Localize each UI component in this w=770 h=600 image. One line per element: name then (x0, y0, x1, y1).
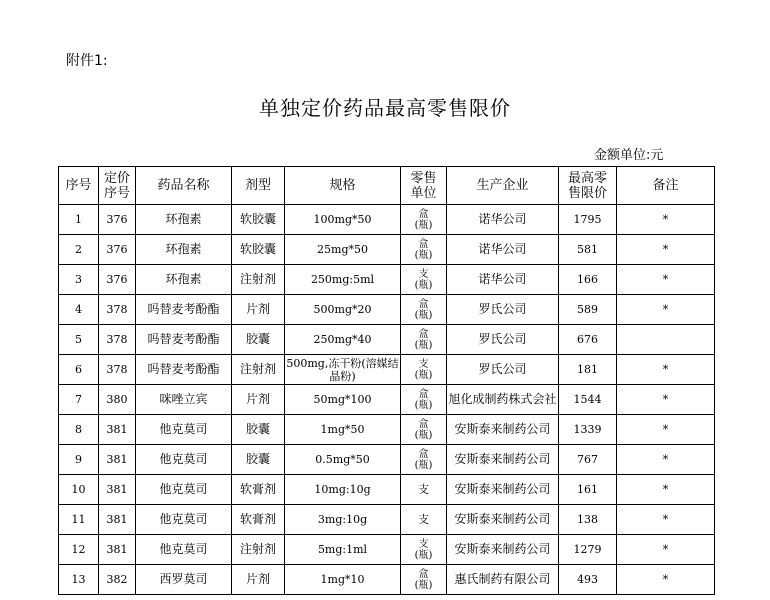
col-max-price-cell: 138 (559, 505, 617, 535)
col-dosage-form-cell: 软膏剂 (232, 505, 285, 535)
col-spec-cell: 50mg*100 (285, 385, 401, 415)
col-remark-cell: * (617, 505, 715, 535)
col-price-seq-cell: 378 (99, 295, 136, 325)
col-price-seq-cell: 382 (99, 565, 136, 595)
col-remark-cell: * (617, 565, 715, 595)
price-table (58, 166, 715, 595)
col-spec-cell: 1mg*50 (285, 415, 401, 445)
table-row (59, 445, 715, 475)
col-drug-name-cell: 他克莫司 (136, 505, 232, 535)
col-max-price-cell: 1339 (559, 415, 617, 445)
table-row (59, 535, 715, 565)
col-seq-cell: 12 (59, 535, 99, 565)
currency-unit-note: 金额单位:元 (594, 148, 664, 163)
col-manufacturer-cell: 诺华公司 (447, 235, 559, 265)
col-spec-cell: 250mg:5ml (285, 265, 401, 295)
col-retail-unit-cell: 支 (401, 475, 447, 505)
col-drug-name-cell: 西罗莫司 (136, 565, 232, 595)
col-remark-cell: * (617, 475, 715, 505)
table-row (59, 505, 715, 535)
col-manufacturer-cell: 罗氏公司 (447, 325, 559, 355)
col-max-price-cell: 1795 (559, 205, 617, 235)
col-seq-cell: 5 (59, 325, 99, 355)
col-drug-name-cell: 吗替麦考酚酯 (136, 355, 232, 385)
col-retail-unit-cell: 支 (401, 505, 447, 535)
col-price-seq-cell: 376 (99, 235, 136, 265)
col-manufacturer-cell: 安斯泰来制药公司 (447, 415, 559, 445)
col-remark-cell: * (617, 235, 715, 265)
col-spec-cell: 100mg*50 (285, 205, 401, 235)
col-dosage-form-cell: 软膏剂 (232, 475, 285, 505)
col-dosage-form-cell: 软胶囊 (232, 205, 285, 235)
col-max-price-cell: 589 (559, 295, 617, 325)
table-header-row (59, 167, 715, 205)
col-seq-cell: 8 (59, 415, 99, 445)
col-seq-cell: 4 (59, 295, 99, 325)
col-retail-unit-cell: 盒 (瓶) (401, 565, 447, 595)
col-seq-header: 序号 (59, 167, 99, 205)
col-retail-unit-cell: 盒 (瓶) (401, 325, 447, 355)
col-dosage-form-cell: 胶囊 (232, 415, 285, 445)
col-spec-cell: 500mg*20 (285, 295, 401, 325)
col-remark-cell: * (617, 265, 715, 295)
col-dosage-form-cell: 片剂 (232, 385, 285, 415)
table-row (59, 235, 715, 265)
col-price-seq-cell: 378 (99, 325, 136, 355)
col-drug-name-cell: 他克莫司 (136, 475, 232, 505)
col-max-price-header: 最高零 售限价 (559, 167, 617, 205)
attachment-label: 附件1: (66, 53, 108, 69)
col-price-seq-cell: 378 (99, 355, 136, 385)
col-price-seq-cell: 376 (99, 265, 136, 295)
col-seq-cell: 7 (59, 385, 99, 415)
table-row (59, 565, 715, 595)
col-price-seq-cell: 381 (99, 505, 136, 535)
col-dosage-form-cell: 注射剂 (232, 355, 285, 385)
col-manufacturer-header: 生产企业 (447, 167, 559, 205)
col-seq-cell: 13 (59, 565, 99, 595)
col-manufacturer-cell: 惠氏制药有限公司 (447, 565, 559, 595)
col-seq-cell: 6 (59, 355, 99, 385)
col-spec-cell: 10mg:10g (285, 475, 401, 505)
col-retail-unit-cell: 支 (瓶) (401, 265, 447, 295)
col-max-price-cell: 493 (559, 565, 617, 595)
col-retail-unit-cell: 盒 (瓶) (401, 295, 447, 325)
col-remark-header: 备注 (617, 167, 715, 205)
col-max-price-cell: 166 (559, 265, 617, 295)
col-max-price-cell: 161 (559, 475, 617, 505)
table-body (59, 205, 715, 595)
col-price-seq-cell: 376 (99, 205, 136, 235)
col-max-price-cell: 676 (559, 325, 617, 355)
col-drug-name-cell: 环孢素 (136, 265, 232, 295)
col-seq-cell: 2 (59, 235, 99, 265)
col-drug-name-cell: 吗替麦考酚酯 (136, 325, 232, 355)
table-row (59, 355, 715, 385)
col-retail-unit-header: 零售 单位 (401, 167, 447, 205)
col-drug-name-header: 药品名称 (136, 167, 232, 205)
col-dosage-form-cell: 软胶囊 (232, 235, 285, 265)
table-row (59, 205, 715, 235)
col-seq-cell: 11 (59, 505, 99, 535)
col-dosage-form-cell: 片剂 (232, 295, 285, 325)
table-row (59, 385, 715, 415)
col-remark-cell: * (617, 295, 715, 325)
col-seq-cell: 3 (59, 265, 99, 295)
col-dosage-form-cell: 胶囊 (232, 325, 285, 355)
col-max-price-cell: 181 (559, 355, 617, 385)
col-remark-cell (617, 325, 715, 355)
col-manufacturer-cell: 安斯泰来制药公司 (447, 535, 559, 565)
col-manufacturer-cell: 罗氏公司 (447, 355, 559, 385)
col-manufacturer-cell: 安斯泰来制药公司 (447, 505, 559, 535)
col-dosage-form-cell: 注射剂 (232, 535, 285, 565)
col-dosage-form-cell: 胶囊 (232, 445, 285, 475)
table-row (59, 475, 715, 505)
col-price-seq-header: 定价 序号 (99, 167, 136, 205)
col-seq-cell: 9 (59, 445, 99, 475)
col-retail-unit-cell: 盒 (瓶) (401, 235, 447, 265)
col-drug-name-cell: 环孢素 (136, 205, 232, 235)
col-retail-unit-cell: 盒 (瓶) (401, 205, 447, 235)
col-drug-name-cell: 他克莫司 (136, 535, 232, 565)
col-dosage-form-header: 剂型 (232, 167, 285, 205)
col-spec-cell: 25mg*50 (285, 235, 401, 265)
document-title: 单独定价药品最高零售限价 (259, 96, 511, 120)
col-spec-header: 规格 (285, 167, 401, 205)
col-price-seq-cell: 381 (99, 535, 136, 565)
col-manufacturer-cell: 旭化成制药株式会社 (447, 385, 559, 415)
col-drug-name-cell: 咪唑立宾 (136, 385, 232, 415)
col-manufacturer-cell: 诺华公司 (447, 265, 559, 295)
col-seq-cell: 10 (59, 475, 99, 505)
col-remark-cell: * (617, 205, 715, 235)
col-price-seq-cell: 381 (99, 475, 136, 505)
col-remark-cell: * (617, 385, 715, 415)
col-max-price-cell: 1279 (559, 535, 617, 565)
col-drug-name-cell: 环孢素 (136, 235, 232, 265)
col-spec-cell: 250mg*40 (285, 325, 401, 355)
col-spec-cell: 0.5mg*50 (285, 445, 401, 475)
col-drug-name-cell: 吗替麦考酚酯 (136, 295, 232, 325)
col-retail-unit-cell: 盒 (瓶) (401, 415, 447, 445)
col-dosage-form-cell: 片剂 (232, 565, 285, 595)
col-remark-cell: * (617, 355, 715, 385)
col-drug-name-cell: 他克莫司 (136, 415, 232, 445)
table-row (59, 325, 715, 355)
col-retail-unit-cell: 盒 (瓶) (401, 445, 447, 475)
col-remark-cell: * (617, 445, 715, 475)
col-manufacturer-cell: 安斯泰来制药公司 (447, 475, 559, 505)
col-retail-unit-cell: 支 (瓶) (401, 355, 447, 385)
col-seq-cell: 1 (59, 205, 99, 235)
col-spec-cell: 1mg*10 (285, 565, 401, 595)
col-drug-name-cell: 他克莫司 (136, 445, 232, 475)
col-manufacturer-cell: 安斯泰来制药公司 (447, 445, 559, 475)
col-spec-cell: 5mg:1ml (285, 535, 401, 565)
col-retail-unit-cell: 支 (瓶) (401, 535, 447, 565)
col-price-seq-cell: 381 (99, 445, 136, 475)
col-dosage-form-cell: 注射剂 (232, 265, 285, 295)
col-remark-cell: * (617, 535, 715, 565)
table-row (59, 265, 715, 295)
table-row (59, 295, 715, 325)
col-price-seq-cell: 381 (99, 415, 136, 445)
col-price-seq-cell: 380 (99, 385, 136, 415)
col-max-price-cell: 767 (559, 445, 617, 475)
col-retail-unit-cell: 盒 (瓶) (401, 385, 447, 415)
col-remark-cell: * (617, 415, 715, 445)
table-row (59, 415, 715, 445)
col-spec-cell: 500mg,冻干粉(溶媒结晶粉) (286, 356, 399, 383)
col-max-price-cell: 1544 (559, 385, 617, 415)
col-manufacturer-cell: 诺华公司 (447, 205, 559, 235)
col-manufacturer-cell: 罗氏公司 (447, 295, 559, 325)
col-max-price-cell: 581 (559, 235, 617, 265)
col-spec-cell: 3mg:10g (285, 505, 401, 535)
